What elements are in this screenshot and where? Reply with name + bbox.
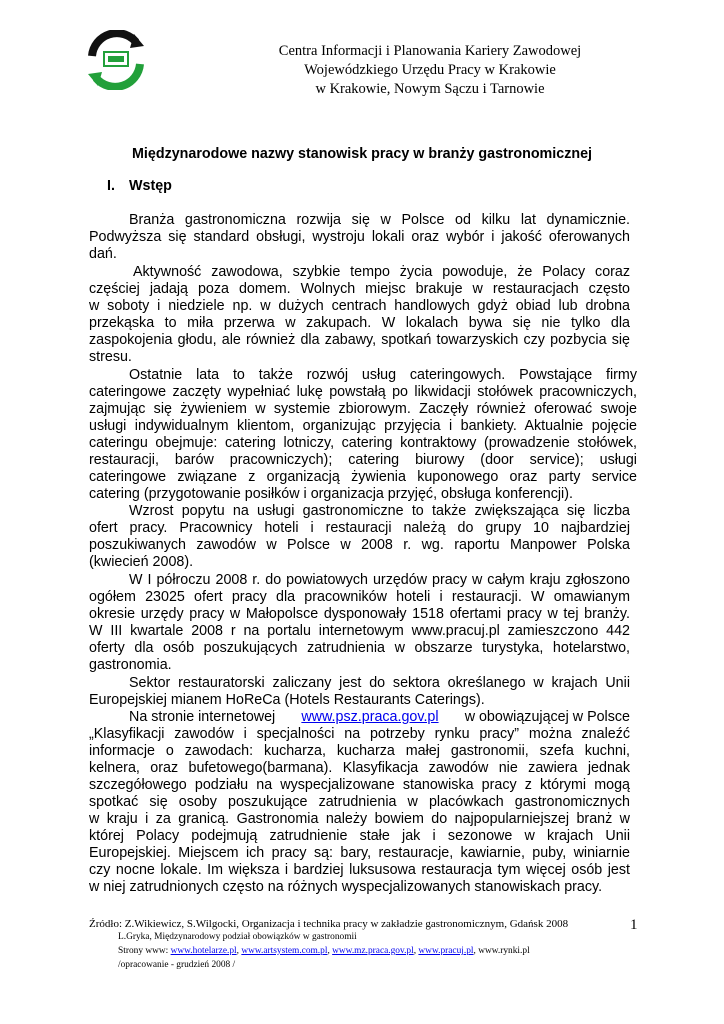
p5-line: okresie urzędy pracy w Małopolsce dysponowały 1518 ofertami pracy w tej branży. — [89, 606, 630, 622]
p7-line: kelnera, oraz bufetowego(barmana). Klasyfikacja zawodów nie zawiera jednak — [89, 760, 630, 776]
footer-prepared: /opracowanie - grudzień 2008 / — [118, 960, 236, 970]
p3-line: Ostatnie lata to także rozwój usług cateringowych. Powstające firmy — [129, 367, 637, 383]
header-line-2: Wojewódzkiego Urzędu Pracy w Krakowie — [304, 62, 556, 78]
p2-line: w soboty i niedziele np. w dużych centrach handlowych gdyż obiad lub drobna — [89, 298, 630, 314]
footer-source: Źródło: Z.Wikiewicz, S.Wilgocki, Organizacja i technika pracy w zakładzie gastronomicznym, Gdańsk 2008 — [89, 918, 569, 930]
p6-line: Europejskiej mianem HoReCa (Hotels Restaurants Caterings). — [89, 692, 485, 708]
p7-line: Europejskiej. Miejscem ich pracy są: bary, restauracje, kawiarnie, puby, winiarnie — [89, 845, 630, 861]
p5-line: W I półroczu 2008 r. do powiatowych urzędów pracy w całym kraju zgłoszono — [129, 572, 630, 588]
p5-line: ogółem 23025 ofert pracy dla pracowników hoteli i restauracji. W omawianym — [89, 589, 630, 605]
p2-line: zaspokojenia głodu, ale również dla zabawy, spotkań towarzyskich czy pozbycia się — [89, 332, 630, 348]
p7-text-pre: Na stronie internetowej — [129, 709, 276, 725]
p2-line: częściej jadają poza domem. Wolnych miejsc brakuje w restauracjach często — [89, 281, 630, 297]
footer-link-artsystem[interactable]: www.artsystem.com.pl — [241, 946, 328, 956]
p3-line: cateringu obejmuje: catering lotniczy, catering kontraktowy (prowadzenie stołówek, — [89, 435, 637, 451]
p7-line: spotkać się osoby poszukujące zatrudnienia w placówkach gastronomicznych — [89, 794, 630, 810]
p3-line: usługi indywidualnym klientom, organizując przyjęcia i bankiety. Aktualnie pojęcie — [89, 418, 637, 434]
p2-line: przekąska to miła przerwa w zakupach. W lokalach bywa się nie tylko dla — [89, 315, 630, 331]
p2-line: stresu. — [89, 349, 132, 365]
p7-text-post: w obowiązującej w Polsce — [464, 709, 630, 725]
p4-line: ofert pracy. Pracownicy hoteli i restauracji należą do grupy 10 najbardziej — [89, 520, 630, 536]
section-heading — [107, 178, 172, 194]
page-number: 1 — [630, 917, 638, 933]
p7-line: czy nocne lokale. Im większa i bardziej luksusowa restauracja tym więcej osób jest — [89, 862, 630, 878]
footer-link-pracuj[interactable]: www.pracuj.pl — [418, 946, 474, 956]
footer-line-2: L.Gryka, Międzynarodowy podział obowiązków w gastronomii — [118, 932, 357, 942]
psz-praca-link[interactable]: www.psz.praca.gov.pl — [301, 709, 439, 725]
p5-line: oferty dla osób poszukujących zatrudnienia w obszarze turystyka, hotelarstwo, — [89, 640, 630, 656]
p3-line: catering (przygotowanie posiłków i organizacja przyjęć, obsługa konferencji). — [89, 486, 573, 502]
p7-line: informacje o zawodach: kucharza, kucharza małej gastronomii, szefa kuchni, — [89, 743, 630, 759]
header-line-1: Centra Informacji i Planowania Kariery Zawodowej — [278, 43, 582, 59]
p4-line: Wzrost popytu na usługi gastronomiczne to także zwiększająca się liczba — [129, 503, 630, 519]
section-label: Wstęp — [129, 178, 172, 194]
cip-logo — [84, 30, 148, 90]
p4-line: (kwiecień 2008). — [89, 554, 194, 570]
p1-line: Podwyższa się standard obsługi, wystroju lokali oraz wybór i jakość oferowanych — [89, 229, 630, 245]
footer-link-mz-praca[interactable]: www.mz.praca.gov.pl — [332, 946, 414, 956]
p7-line: której Polacy podejmują zatrudnienie stałe jak i sezonowe w krajach Unii — [89, 828, 630, 844]
p4-line: poszukiwanych zawodów w Polsce w 2008 r. wg. raportu Manpower Polska — [89, 537, 630, 553]
document-title: Międzynarodowe nazwy stanowisk pracy w branży gastronomicznej — [132, 146, 592, 162]
p7-line: w niej zatrudnionych często na różnych wyspecjalizowanych stanowiskach pracy. — [89, 879, 603, 895]
p3-line: cateringowe zaczęty wypełniać lukę powstałą po likwidacji stołówek pracowniczych, — [89, 384, 637, 400]
footer-websites: Strony www: www.hotelarze.pl, www.artsystem.com.pl, www.mz.praca.gov.pl, www.pracuj.pl, www.rynki.pl — [118, 946, 530, 956]
header-line-3: w Krakowie, Nowym Sączu i Tarnowie — [315, 81, 545, 97]
p1-line: Branża gastronomiczna rozwija się w Polsce od kilku lat dynamicznie. — [129, 212, 630, 228]
p5-line: W III kwartale 2008 r na portalu internetowym www.pracuj.pl zamieszczono 442 — [89, 623, 630, 639]
p7-line: szczegółowego podziału na wyspecjalizowane stanowiska pracy z którymi mogą — [89, 777, 630, 793]
p7-line: w kraju i za granicą. Gastronomia należy bowiem do najpopularniejszej branż w — [89, 811, 630, 827]
p7-line: „Klasyfikacji zawodów i specjalności na potrzeby rynku pracy” można znaleźć — [89, 726, 630, 742]
footer-link-rynki: www.rynki.pl — [478, 946, 530, 956]
p1-line: dań. — [89, 246, 117, 262]
p2-line: Aktywność zawodowa, szybkie tempo życia powoduje, że Polacy coraz — [133, 264, 630, 280]
p7-first-line — [129, 709, 630, 726]
p5-line: gastronomia. — [89, 657, 172, 673]
p3-line: cateringowe związane z organizacją żywienia kuponowego oraz party service — [89, 469, 637, 485]
footer-websites-prefix: Strony www: — [118, 946, 169, 956]
p6-line: Sektor restauratorski zaliczany jest do sektora określanego w krajach Unii — [129, 675, 630, 691]
section-number: I. — [107, 178, 115, 194]
footer-link-hotelarze[interactable]: www.hotelarze.pl — [170, 946, 237, 956]
p3-line: zajmując się żywieniem w systemie zbiorowym. Zaczęły również oferować swoje — [89, 401, 637, 417]
p3-line: restauracji, barów pracowniczych); catering biurowy (door service); usługi — [89, 452, 637, 468]
